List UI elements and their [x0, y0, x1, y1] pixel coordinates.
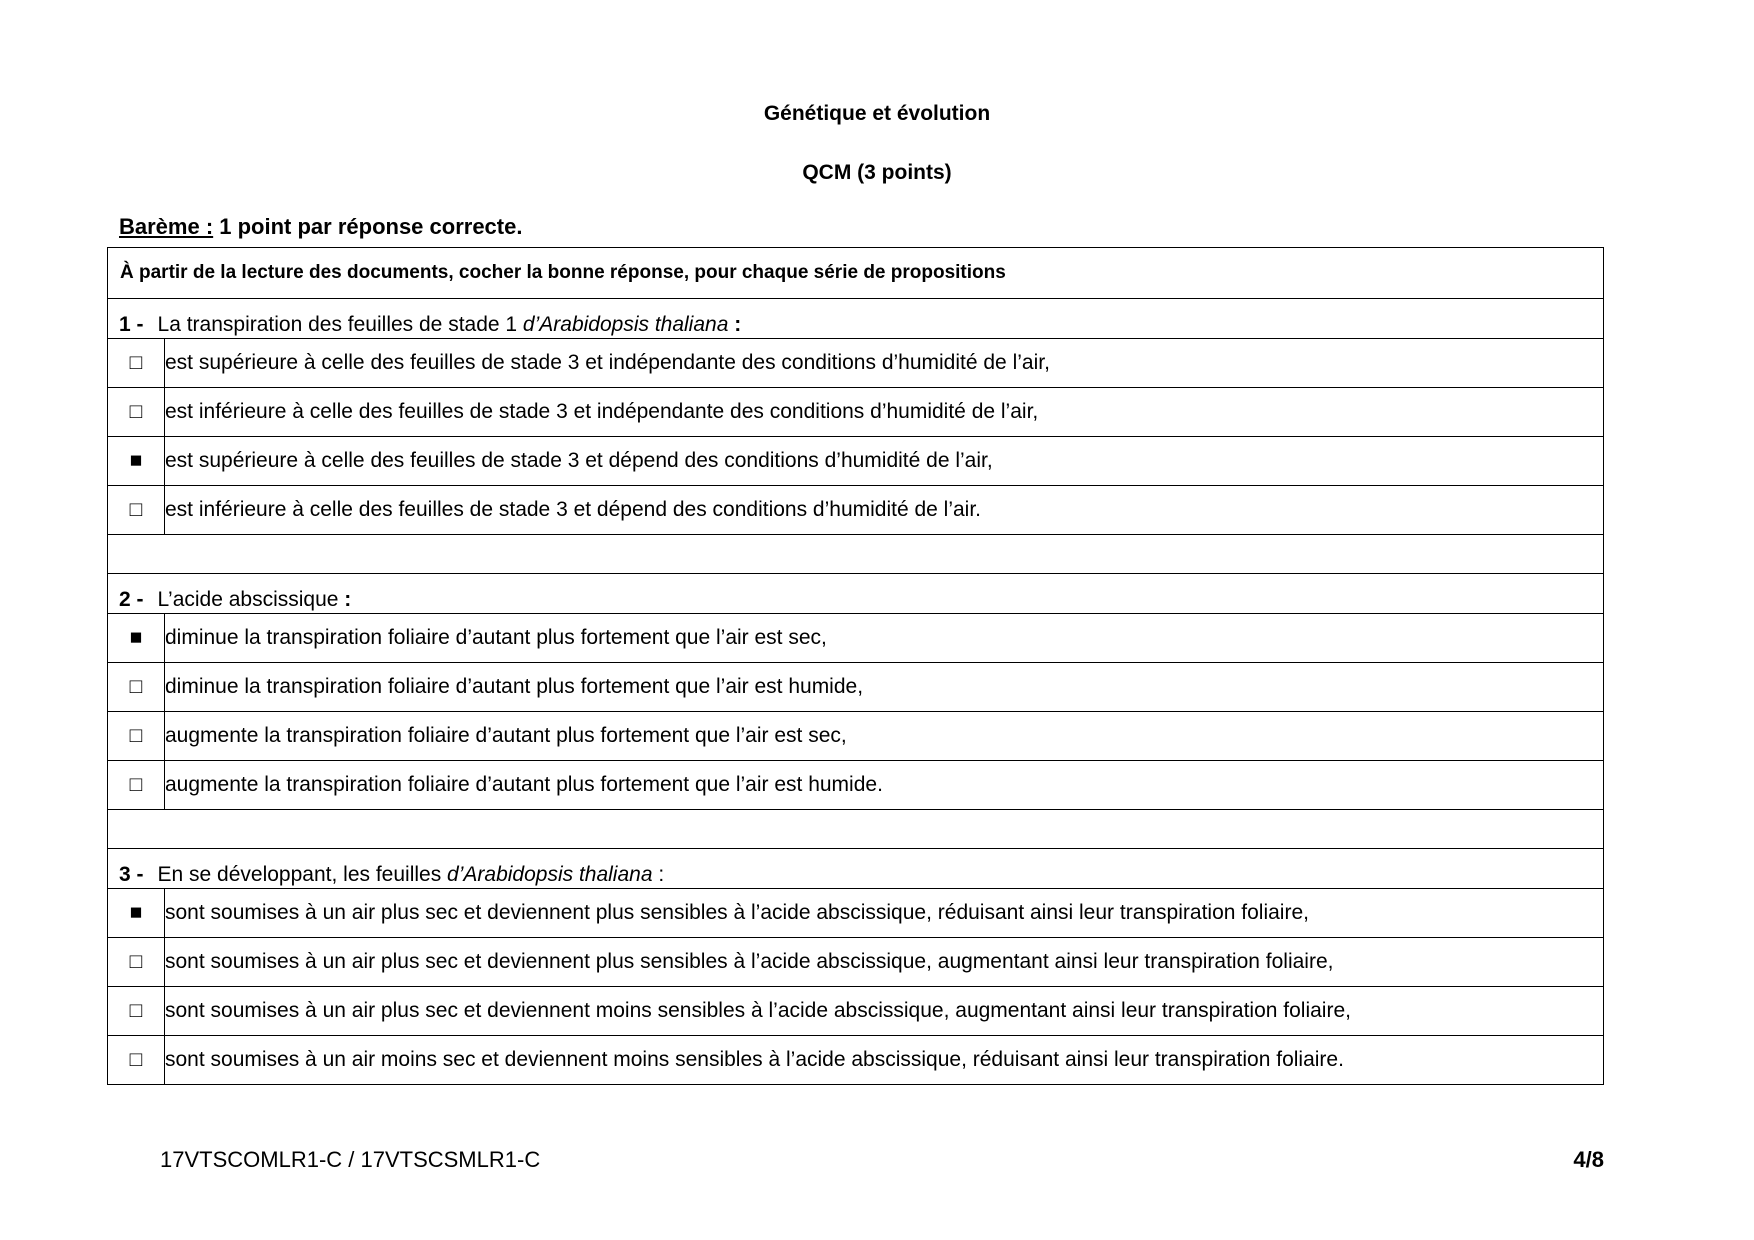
- bareme-line: [119, 214, 522, 240]
- checkbox[interactable]: □: [108, 388, 165, 437]
- option-text: est supérieure à celle des feuilles de stade 3 et indépendante des conditions d’humidité de l’air,: [165, 339, 1604, 388]
- option-row[interactable]: [108, 486, 1604, 535]
- option-text: est inférieure à celle des feuilles de stade 3 et indépendante des conditions d’humidité de l’air,: [165, 388, 1604, 437]
- option-row[interactable]: [108, 761, 1604, 810]
- option-row[interactable]: [108, 938, 1604, 987]
- option-text: sont soumises à un air moins sec et deviennent moins sensibles à l’acide abscissique, réduisant ainsi leur transpiration foliaire.: [165, 1036, 1604, 1085]
- checkbox[interactable]: □: [108, 938, 165, 987]
- page-subtitle: QCM (3 points): [802, 161, 952, 184]
- bareme-label: Barème :: [119, 214, 214, 239]
- option-row[interactable]: [108, 663, 1604, 712]
- spacer-row: [108, 810, 1604, 849]
- option-row[interactable]: [108, 889, 1604, 938]
- option-row[interactable]: [108, 987, 1604, 1036]
- question-stem-italic: d’Arabidopsis thaliana: [447, 863, 653, 886]
- qcm-table: [107, 247, 1604, 1085]
- option-text: est supérieure à celle des feuilles de stade 3 et dépend des conditions d’humidité de l’air,: [165, 437, 1604, 486]
- option-text: diminue la transpiration foliaire d’autant plus fortement que l’air est sec,: [165, 614, 1604, 663]
- question-number: 1 -: [119, 313, 144, 336]
- option-text: sont soumises à un air plus sec et deviennent moins sensibles à l’acide abscissique, augmentant ainsi leur transpiration foliaire,: [165, 987, 1604, 1036]
- spacer-row: [108, 535, 1604, 574]
- checkbox[interactable]: □: [108, 339, 165, 388]
- checkbox[interactable]: ■: [108, 614, 165, 663]
- checkbox[interactable]: □: [108, 712, 165, 761]
- question-number: 2 -: [119, 588, 144, 611]
- checkbox[interactable]: □: [108, 663, 165, 712]
- option-row[interactable]: [108, 339, 1604, 388]
- question-stem-end: :: [652, 863, 665, 886]
- checkbox[interactable]: □: [108, 761, 165, 810]
- option-row[interactable]: [108, 388, 1604, 437]
- option-row[interactable]: [108, 1036, 1604, 1085]
- question-stem: En se développant, les feuilles: [157, 863, 448, 886]
- document-code: 17VTSCOMLR1-C / 17VTSCSMLR1-C: [160, 1147, 541, 1172]
- question-3-header: [108, 849, 1604, 889]
- option-text: augmente la transpiration foliaire d’autant plus fortement que l’air est humide.: [165, 761, 1604, 810]
- checkbox[interactable]: □: [108, 987, 165, 1036]
- option-text: diminue la transpiration foliaire d’autant plus fortement que l’air est humide,: [165, 663, 1604, 712]
- instruction-text: À partir de la lecture des documents, cocher la bonne réponse, pour chaque série de propositions: [108, 248, 1604, 299]
- checkbox[interactable]: ■: [108, 889, 165, 938]
- instruction-row: [108, 248, 1604, 299]
- question-2-header: [108, 574, 1604, 614]
- question-stem: L’acide abscissique: [157, 588, 339, 611]
- checkbox[interactable]: □: [108, 486, 165, 535]
- question-stem: La transpiration des feuilles de stade 1: [157, 313, 523, 336]
- option-row[interactable]: [108, 614, 1604, 663]
- option-text: est inférieure à celle des feuilles de stade 3 et dépend des conditions d’humidité de l’air.: [165, 486, 1604, 535]
- bareme-text: 1 point par réponse correcte.: [213, 214, 523, 239]
- question-1-header: [108, 299, 1604, 339]
- option-row[interactable]: [108, 437, 1604, 486]
- question-stem-italic: d’Arabidopsis thaliana: [522, 313, 729, 336]
- checkbox[interactable]: ■: [108, 437, 165, 486]
- question-stem-end: :: [728, 313, 742, 336]
- page-number: 4/8: [1573, 1147, 1604, 1172]
- question-stem-end: :: [338, 588, 352, 611]
- option-row[interactable]: [108, 712, 1604, 761]
- question-number: 3 -: [119, 863, 144, 886]
- page-title: Génétique et évolution: [763, 102, 991, 125]
- option-text: augmente la transpiration foliaire d’autant plus fortement que l’air est sec,: [165, 712, 1604, 761]
- checkbox[interactable]: □: [108, 1036, 165, 1085]
- option-text: sont soumises à un air plus sec et deviennent plus sensibles à l’acide abscissique, augmentant ainsi leur transpiration foliaire,: [165, 938, 1604, 987]
- option-text: sont soumises à un air plus sec et deviennent plus sensibles à l’acide abscissique, réduisant ainsi leur transpiration foliaire,: [165, 889, 1604, 938]
